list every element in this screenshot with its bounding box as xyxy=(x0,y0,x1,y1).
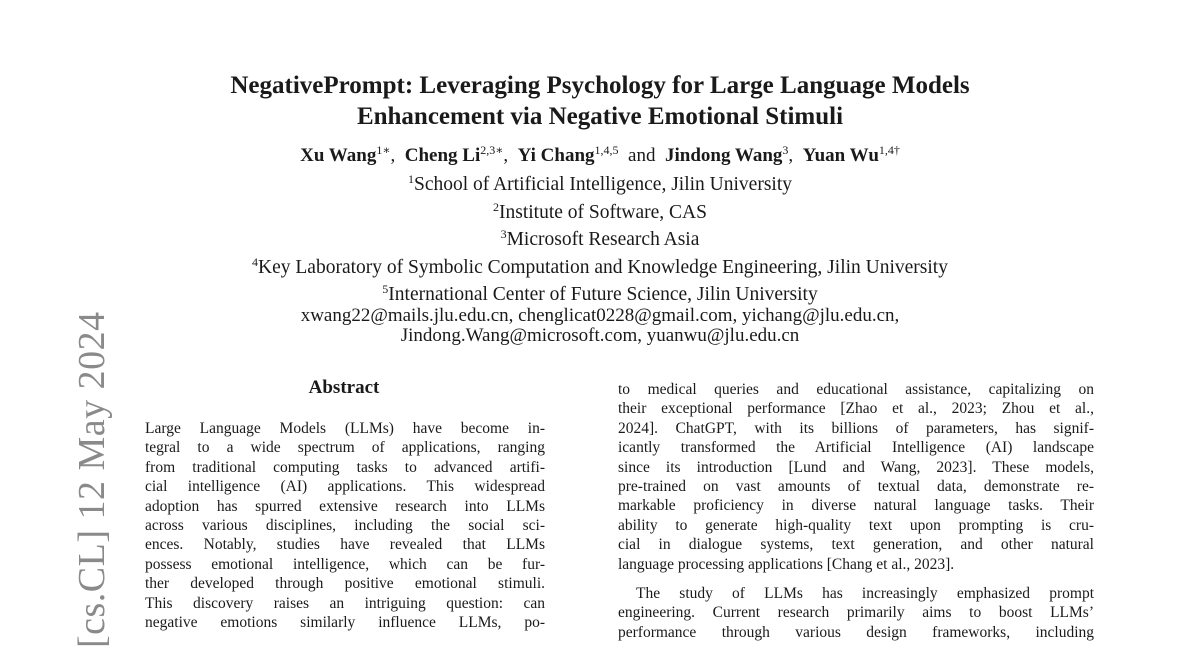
abstract-body xyxy=(145,419,545,632)
author-name: Yuan Wu xyxy=(802,145,879,166)
abstract-line: from traditional computing tasks to advanced artifi- xyxy=(145,458,545,476)
affil-text: Microsoft Research Asia xyxy=(506,229,700,250)
affil-sup: 3 xyxy=(500,227,507,241)
paragraph-gap xyxy=(618,574,1094,584)
title-line: Enhancement via Negative Emotional Stimuli xyxy=(356,103,844,130)
intro-line: ability to generate high-quality text upon prompting is cru- xyxy=(618,516,1094,534)
author-list: Xu Wang$^{1∗}$, Cheng $Li^{2,3∗}$, Yi Chang$^{1,4,5}$ and Jindong Wang$^3$, Yuan $Wu^{1,4\dagger}$ xyxy=(300,143,900,166)
affil-sup: 1 xyxy=(407,172,414,186)
affiliation xyxy=(150,199,1050,227)
title-line: NegativePrompt: Leveraging Psychology for Large Language Models xyxy=(230,72,970,99)
arxiv-stamp-text: [cs.CL] 12 May 2024 xyxy=(71,311,113,648)
paper-title xyxy=(150,70,1050,132)
intro-line: their exceptional performance [Zhao et al., 2023; Zhou et al., xyxy=(618,400,1094,418)
intro-line: since its introduction [Lund and Wang, 2023]. These models, xyxy=(618,458,1094,476)
author-name: Jindong Wang xyxy=(664,145,783,166)
affiliation xyxy=(150,226,1050,254)
intro-line: cial in dialogue systems, text generation, and other natural xyxy=(618,536,1094,554)
abstract-line: possess emotional intelligence, which can be fur- xyxy=(145,555,545,573)
author-sup: 2,3∗ xyxy=(480,143,504,157)
author-name: Cheng Li xyxy=(404,145,481,166)
intro-line: markable proficiency in diverse natural language tasks. Their xyxy=(618,497,1094,515)
abstract-line: ther developed through positive emotional stimuli. xyxy=(145,575,545,593)
intro-line: pre-trained on vast amounts of textual data, demonstrate re- xyxy=(618,478,1094,496)
intro-line: 2024]. ChatGPT, with its billions of parameters, has signif- xyxy=(618,419,1094,437)
affiliation xyxy=(150,171,1050,199)
abstract-line: negative emotions similarly influence LLMs, po- xyxy=(145,614,545,632)
affil-text: School of Artificial Intelligence, Jilin University xyxy=(413,174,792,195)
intro-line: icantly transformed the Artificial Intelligence (AI) landscape xyxy=(618,439,1094,457)
affil-sup: 5 xyxy=(382,282,389,296)
abstract-line: cial intelligence (AI) applications. This widespread xyxy=(145,478,545,496)
abstract-line: This discovery raises an intriguing question: can xyxy=(145,594,545,612)
email-line: xwang22@mails.jlu.edu.cn, chenglicat0228@gmail.com, yichang@jlu.edu.cn, xyxy=(300,305,900,326)
affiliations xyxy=(150,171,1050,309)
affil-text: International Center of Future Science, Jilin University xyxy=(388,284,818,305)
affil-text: Institute of Software, CAS xyxy=(499,201,707,223)
author-sup: 3 xyxy=(782,143,789,157)
intro-line: language processing applications [Chang et al., 2023]. xyxy=(618,555,955,573)
intro-line: engineering. Current research primarily aims to boost LLMs’ xyxy=(618,604,1094,622)
author-sup: 1,4,5 xyxy=(594,143,619,157)
abstract-line: adoption has spurred extensive research into LLMs xyxy=(145,497,545,515)
author-name: Yi Chang xyxy=(517,145,595,166)
intro-body xyxy=(618,380,1094,642)
abstract-line: tegral to a wide spectrum of applications, ranging xyxy=(145,439,545,457)
intro-line: The study of LLMs has increasingly emphasized prompt xyxy=(636,585,1094,603)
affil-sup: 2 xyxy=(493,199,499,214)
affil-text: Key Laboratory of Symbolic Computation and Knowledge Engineering, Jilin University xyxy=(258,256,948,278)
abstract-heading: Abstract xyxy=(308,377,380,398)
intro-line: performance through various design frameworks, including xyxy=(618,623,1094,641)
email-list xyxy=(150,306,1050,346)
abstract-line: ences. Notably, studies have revealed that LLMs xyxy=(145,536,545,554)
author-sup: 1∗ xyxy=(376,143,391,157)
intro-line: to medical queries and educational assistance, capitalizing on xyxy=(618,381,1094,398)
affiliation xyxy=(150,254,1050,282)
author-name: Xu Wang xyxy=(300,145,377,166)
email-line: Jindong.Wang@microsoft.com, yuanwu@jlu.edu.cn xyxy=(400,325,800,346)
abstract-line: across various disciplines, including the social sci- xyxy=(145,517,545,535)
affil-sup: 4 xyxy=(252,254,259,269)
author-sup: 1,4† xyxy=(878,143,900,157)
author-connector: and xyxy=(628,145,656,166)
abstract-line: Large Language Models (LLMs) have become in- xyxy=(145,420,545,437)
arxiv-stamp xyxy=(26,296,113,648)
